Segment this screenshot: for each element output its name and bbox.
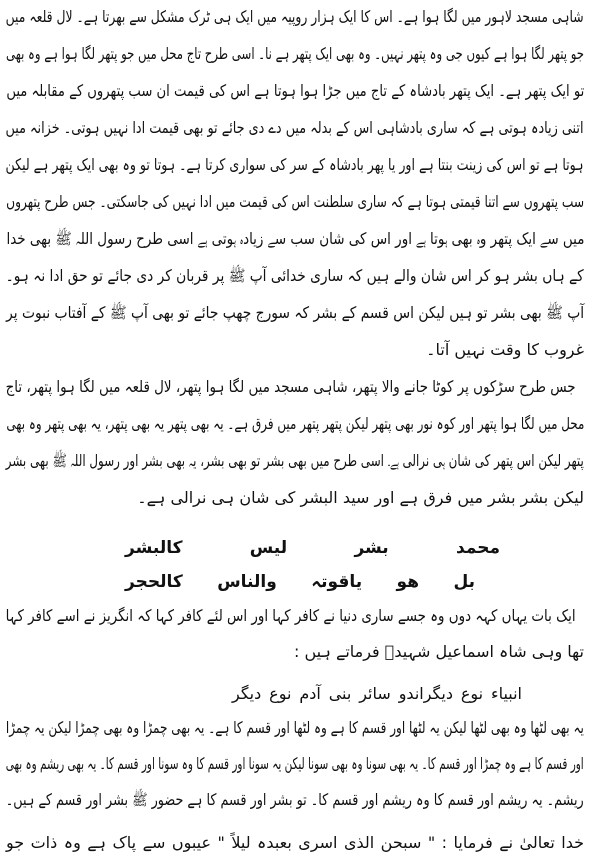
- paragraph-1-line-9: آپ ﷺ بھی بشر تو ہیں لیکن اس قسم کے بشر کہ سورج چھپ جائے تو بھی آپ ﷺ کے آفتاب نبوت پر: [6, 303, 584, 322]
- verse-word: یاقوتہ: [311, 572, 363, 592]
- paragraph-1-line-7: میں سے ایک پتھر وہ بھی ہوتا ہے اور اس کی شان سب سے زیادہ ہوتی ہے اسی طرح رسول اللہ ﷺ بھی خدا: [6, 229, 584, 248]
- paragraph-1-line-5: ہوتا ہے تو اس کی زینت بنتا ہے اور یا پھر بادشاہ کے سر کی سواری کرتا ہے۔ ہوتا تو وہ بھی ایک پتھر ہے لیکن: [6, 155, 584, 174]
- paragraph-2-line-1: جس طرح سڑکوں پر کوٹا جانے والا پتھر، شاہی مسجد میں لگا ہوا پتھر، لال قلعہ میں لگا ہوا پتھر، تاج: [6, 377, 576, 396]
- arabic-verse-line-1: [125, 533, 500, 563]
- verse-word: محمد: [456, 538, 500, 558]
- arabic-verse-line-2: [125, 567, 475, 597]
- verse-word: بشر: [354, 538, 389, 558]
- verse-word: هو: [396, 572, 419, 592]
- verse-word: والناس: [217, 572, 277, 592]
- paragraph-2-line-2: محل میں لگا ہوا پتھر اور کوہ نور بھی پتھر لیکن پتھر پتھر میں فرق ہے۔ یہ بھی پتھر یہ بھی پتھر، یہ بھی پتھر وہ بھی: [5, 414, 584, 433]
- paragraph-3-line-1: ایک بات یہاں کہہ دوں وہ جسے ساری دنیا نے کافر کہا اور اس لئے کافر کہا کہ انگریز نے اسے کافر کہا: [6, 606, 576, 625]
- paragraph-1-line-3: تو ایک پتھر ہے۔ ایک پتھر بادشاہ کے تاج میں جڑا ہوا ہوتا ہے اس کی قیمت ان سب پتھروں کے مقابلہ میں: [6, 81, 584, 100]
- verse-word: کالحجر: [125, 572, 183, 592]
- paragraph-5-line-1: خدا تعالیٰ نے فرمایا : " سبحن الذی اسری بعبدہ لیلاً " عیبوں سے پاک ہے وہ ذات جو: [6, 833, 584, 852]
- paragraph-1-line-10: غروب کا وقت نہیں آتا۔: [426, 340, 584, 359]
- verse-word: کالبشر: [125, 538, 183, 558]
- paragraph-4-line-2: اور قسم کا ہے وہ چمڑا اور قسم کا۔ یہ بھی سونا وہ بھی سونا لیکن یہ سونا اور قسم کا وہ سونا اور قسم کا۔ یہ بھی ریشم وہ بھی: [6, 754, 584, 773]
- persian-verse: انبیاء نوع دیگراندو سائر بنی آدم نوع دیگر: [232, 684, 522, 703]
- paragraph-3-line-2: تھا وہی شاہ اسماعیل شہیدؒ فرماتے ہیں :: [294, 642, 584, 661]
- paragraph-4-line-1: یہ بھی لٹھا وہ بھی لٹھا لیکن یہ لٹھا اور قسم کا ہے وہ لٹھا اور قسم کا ہے۔ یہ بھی چمڑا وہ بھی چمڑا لیکن یہ چمڑا: [6, 718, 584, 737]
- paragraph-1-line-6: سب پتھروں سے اتنا قیمتی ہوتا ہے کہ ساری سلطنت اس کی قیمت میں ادا نہیں کی جاسکتی۔ جس طرح پتھروں: [6, 192, 584, 211]
- paragraph-1-line-8: کے ہاں بشر ہو کر اس شان والے ہیں کہ ساری خدائی آپ ﷺ پر قربان کر دی جائے تو حق ادا نہ ہو۔: [5, 266, 584, 285]
- paragraph-2-line-3: پتھر لیکن اس پتھر کی شان ہی نرالی ہے۔ اسی طرح میں بھی بشر تو بھی بشر، یہ بھی بشر اور رسول اللہ ﷺ بھی بشر: [5, 451, 584, 470]
- paragraph-4-line-3: ریشم۔ یہ ریشم اور قسم کا وہ ریشم اور قسم کا۔ تو بشر اور قسم کا ہے حضور ﷺ بشر اور قسم کے ہیں۔: [6, 790, 584, 809]
- paragraph-1-line-1: شاہی مسجد لاہور میں لگا ہوا ہے۔ اس کا ایک ہزار روپیہ میں ایک ہی ٹرک مشکل سے بھرتا ہے۔ لال قلعہ میں: [5, 7, 584, 26]
- paragraph-1-line-4: اتنی زیادہ ہوتی ہے کہ ساری بادشاہی اس کے بدلہ میں دے دی جائے تو بھی قیمت ادا نہیں ہوتی۔ خزانہ میں: [5, 118, 584, 137]
- paragraph-1-line-2: جو پتھر لگا ہوا ہے کیوں جی وہ پتھر نہیں۔ وہ بھی ایک پتھر ہے نا۔ اسی طرح تاج محل میں جو پتھر لگا ہوا ہے وہ بھی: [6, 44, 584, 63]
- verse-word: لیس: [249, 538, 288, 558]
- paragraph-2-line-4: لیکن بشر بشر میں فرق ہے اور سید البشر کی شان ہی نرالی ہے۔: [137, 488, 584, 507]
- verse-word: بل: [453, 572, 475, 592]
